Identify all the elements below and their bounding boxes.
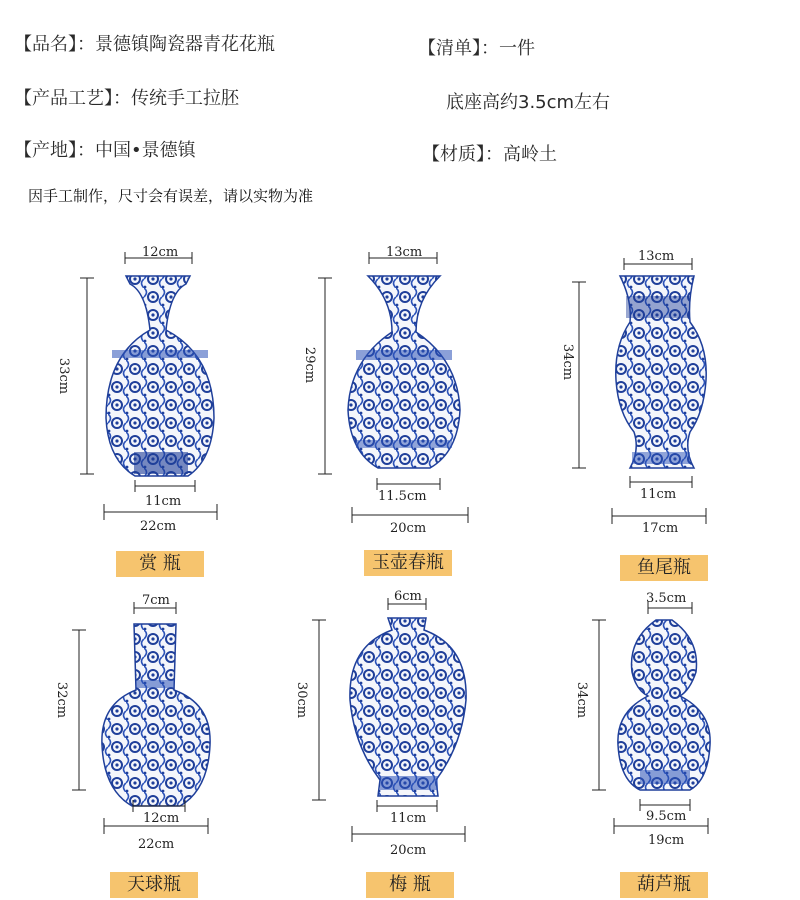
spec-origin: 【产地】：中国•景德镇 bbox=[14, 140, 196, 161]
vase3-width: 17cm bbox=[642, 521, 679, 536]
spec-process: 【产品工艺】：传统手工拉胚 bbox=[14, 88, 239, 109]
vase-yuwei-illustration bbox=[616, 276, 706, 468]
vase6-height: 34cm bbox=[574, 681, 589, 719]
vase4-name-label: 天球瓶 bbox=[110, 872, 198, 898]
vase4-width: 22cm bbox=[138, 837, 175, 852]
vase1-name-label: 赏 瓶 bbox=[116, 551, 204, 577]
vase2-top-size: 13cm bbox=[386, 245, 423, 260]
vase-meiping-illustration bbox=[350, 618, 466, 796]
vase6-width: 19cm bbox=[648, 833, 685, 848]
vase3-base-size: 11cm bbox=[640, 487, 677, 502]
spec-base-height: 底座高约3.5cm左右 bbox=[446, 92, 611, 113]
spec-package-list: 【清单】：一件 bbox=[418, 38, 535, 59]
vase4-top-size: 7cm bbox=[142, 593, 170, 608]
vase5-height: 30cm bbox=[294, 681, 309, 719]
vase5-base-size: 11cm bbox=[390, 811, 427, 826]
vase3-name-label: 鱼尾瓶 bbox=[620, 555, 708, 581]
vase5-name-label: 梅 瓶 bbox=[366, 872, 454, 898]
vase6-base-size: 9.5cm bbox=[646, 809, 687, 824]
vase2-name-label: 玉壶春瓶 bbox=[364, 550, 452, 576]
vase1-height: 33cm bbox=[56, 357, 71, 395]
size-disclaimer: 因手工制作，尺寸会有误差，请以实物为准 bbox=[28, 187, 314, 205]
vase2-height: 29cm bbox=[302, 346, 317, 384]
vase3-top-size: 13cm bbox=[638, 249, 675, 264]
vase2-width: 20cm bbox=[390, 521, 427, 536]
vase-yuhuchun-illustration bbox=[348, 276, 460, 468]
vase-tianqiu-illustration bbox=[102, 624, 210, 806]
spec-material: 【材质】：高岭土 bbox=[422, 144, 557, 165]
vase1-base-size: 11cm bbox=[145, 494, 182, 509]
vase1-top-size: 12cm bbox=[142, 245, 179, 260]
vase-shangping-illustration bbox=[106, 276, 214, 476]
vase5-width: 20cm bbox=[390, 843, 427, 858]
vase6-top-size: 3.5cm bbox=[646, 591, 687, 606]
vase6-name-label: 葫芦瓶 bbox=[620, 872, 708, 898]
vase4-base-size: 12cm bbox=[143, 811, 180, 826]
vase-hulu-illustration bbox=[618, 620, 710, 790]
vase4-height: 32cm bbox=[54, 681, 69, 719]
spec-product-name: 【品名】：景德镇陶瓷器青花花瓶 bbox=[14, 34, 275, 55]
dimension-lines bbox=[72, 252, 708, 842]
vase2-base-size: 11.5cm bbox=[378, 489, 427, 504]
vase1-width: 22cm bbox=[140, 519, 177, 534]
vase5-top-size: 6cm bbox=[394, 589, 422, 604]
vase3-height: 34cm bbox=[560, 343, 575, 381]
